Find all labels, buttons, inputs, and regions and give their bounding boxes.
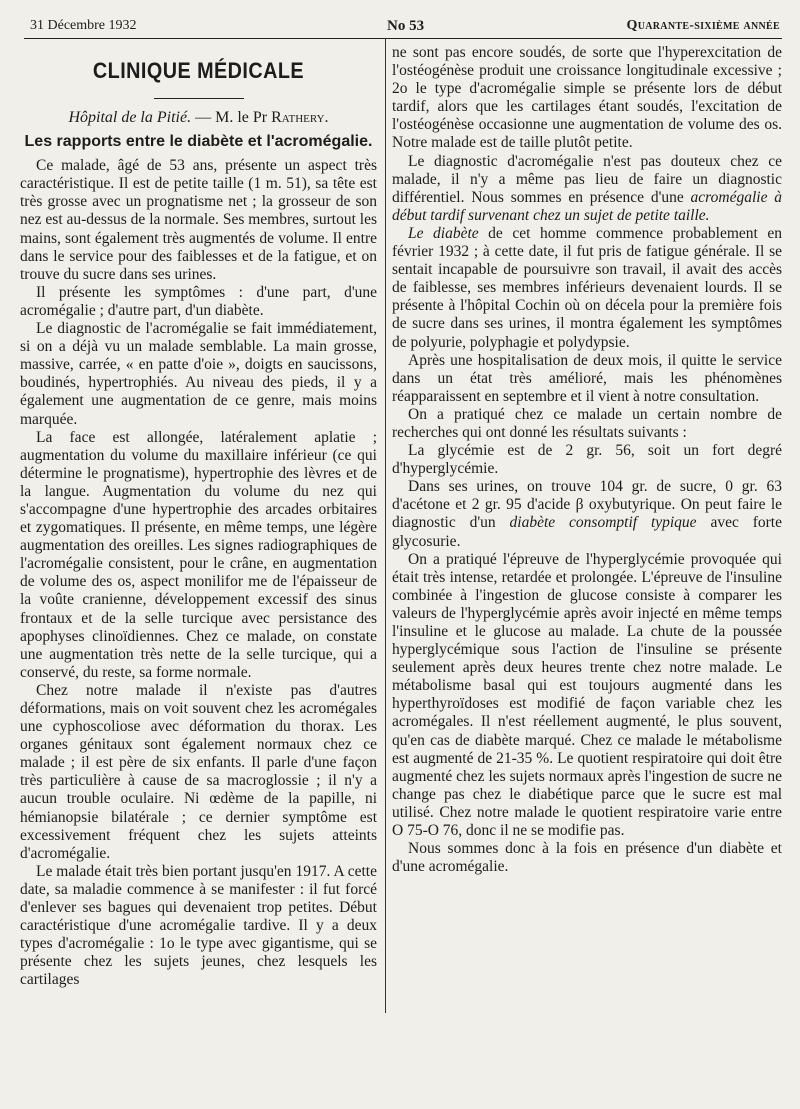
paragraph: On a pratiqué chez ce malade un certain nombre de recherches qui ont donné les résultats suivants :	[392, 405, 782, 441]
paragraph: Le malade était très bien portant jusqu'en 1917. A cette date, sa maladie commence à se manifester : il fut forcé d'enlever ses bagues qui devenaient trop petites. Début caractéristique d'une acromégalie tardive. Il y a deux types d'acromégalie : 1o le type avec gigantisme, qui se présente chez les sujets jeunes, chez lesquels les cartilages	[20, 862, 377, 989]
paragraph: Il présente les symptômes : d'une part, d'une acromégalie ; d'autre part, d'un diabète.	[20, 283, 377, 319]
paragraph: Après une hospitalisation de deux mois, il quitte le service dans un état très amélioré, mais les phénomènes réapparaissent en septembre et il vient à notre consultation.	[392, 351, 782, 405]
issue-number: No 53	[387, 18, 425, 34]
professor-title: Pr	[252, 109, 268, 126]
section-title: CLINIQUE MÉDICALE	[92, 58, 305, 83]
author-name: Rathery.	[271, 109, 329, 126]
paragraph	[392, 225, 782, 352]
paragraph: Nous sommes donc à la fois en présence d'un diabète et d'une acromégalie.	[392, 840, 782, 876]
running-header	[30, 18, 780, 38]
paragraph: ne sont pas encore soudés, de sorte que l'hyperexcitation de l'ostéogénèse produit une croissance longitudinale excessive ; 2o le type d'acromégalie simple se présente lors de début tardif, alors que les cartilages étant soudés, l'excitation de l'ostéogénèse occasionne une augmentation de volume des os. Notre malade est de taille plutôt petite.	[392, 44, 782, 152]
column-divider	[385, 38, 386, 1013]
issue-date: 31 Décembre 1932	[30, 18, 137, 33]
hospital-line	[20, 109, 377, 127]
text-run: Le diagnostic d'acromégalie n'est pas douteux chez ce malade, il n'y a même pas lieu de faire un diagnostic différentiel. Nous sommes en présence d'une	[392, 152, 782, 206]
paragraph: La glycémie est de 2 gr. 56, soit un fort degré d'hyperglycémie.	[392, 442, 782, 478]
hospital-name: Hôpital de la Pitié.	[68, 109, 192, 126]
paragraph: On a pratiqué l'épreuve de l'hyperglycémie provoquée qui était très intense, retardée et prolongée. L'épreuve de l'insuline combinée à l'ingestion de glucose consiste à comparer les valeurs de l'hyperglycémie après avoir injecté en même temps l'insuline et le glucose au malade. La chute de la poussée hyperglycémique sous l'action de l'insuline se présente seulement après deux heures trente chez notre malade. Le métabolisme basal qui est toujours augmenté dans les hyperthyroïdoses est modifié de façon variable chez les acromégales. Il n'est réellement augmenté, le plus souvent, qu'en cas de diabète marqué. Chez ce malade le métabolisme est augmenté de 21-35 %. Le quotient respiratoire qui doit être augmenté chez les sujets normaux après l'ingestion de sucre ne change pas chez le diabétique parce que le sucre est mal utilisé. Chez notre malade le quotient respiratoire varie entre O 75-O 76, donc il ne se modifie pas.	[392, 550, 782, 840]
header-rule	[24, 38, 782, 39]
paragraph: Le diagnostic de l'acromégalie se fait immédiatement, si on a déjà vu un malade semblable. La main grosse, massive, carrée, « en patte d'oie », doigts en saucissons, boudinés, hypertrophiés. Au niveau des pieds, il y a également une augmentation de ce genre, mais moins marquée.	[20, 320, 377, 428]
right-column	[392, 44, 782, 876]
paragraph: Ce malade, âgé de 53 ans, présente un aspect très caractéristique. Il est de petite taille (1 m. 51), sa tête est très grosse avec un prognatisme net ; la grosseur de son nez est au-dessus de la normale. Ses membres, surtout les mains, sont également très augmentés de volume. Il entre dans le service pour des faiblesses et de la fatigue, et on trouve du sucre dans ses urines.	[20, 157, 377, 283]
text-run: Dans ses urines, on trouve 104 gr. de sucre, 0 gr. 63 d'acétone et 2 gr. 95 d'acide β oxybutyrique. On peut faire le diagnostic d'un	[392, 478, 782, 532]
emphasis: Le diabète	[408, 224, 479, 242]
paragraph: La face est allongée, latéralement aplatie ; augmentation du volume du maxillaire inférieur (ce qui détermine le prognatisme), hypertrophie des lèvres et de la langue. Augmentation du volume du nez qui s'accompagne d'une hypertrophie des arcades orbitaires et zygomatiques. Il présente, en même temps, une légère augmentation des oreilles. Les signes radiographiques de l'acromégalie consistent, pour le crâne, en augmentation de volume des os, aspect monilifor me de l'épaisseur de la voûte cranienne, développement excessif des sinus frontaux et de la selle turcique avec persistance des apophyses clinoïdiennes. Chez ce malade, on constate une augmentation très nette de la selle turcique, qui a conservé, du reste, sa forme normale.	[20, 428, 377, 681]
paragraph	[392, 478, 782, 550]
left-column	[20, 44, 377, 990]
paragraph	[392, 153, 782, 225]
emphasis: acromégalie à début tardif survenant chez un sujet de petite taille.	[392, 188, 782, 224]
article-title: Les rapports entre le diabète et l'acromégalie.	[24, 133, 373, 151]
title-rule	[154, 98, 244, 99]
emphasis: diabète consomptif typique	[509, 514, 697, 532]
text-run: avec forte glycosurie.	[392, 514, 782, 550]
hospital-dash: — M. le	[191, 109, 253, 126]
text-run: de cet homme commence probablement en février 1932 ; à cette date, il fut pris de fatigue générale. Il se sentait incapable de poursuivre son travail, il avait des accès de faiblesse, ses membres inférieurs devenaient lourds. Il se présente à l'hôpital Cochin où on décela pour la première fois de sucre dans ses urines, il montra également les symptômes de polyurie, polyphagie et polydypsie.	[392, 224, 782, 351]
volume-year: Quarante-sixième année	[626, 18, 780, 33]
paragraph: Chez notre malade il n'existe pas d'autres déformations, mais on voit souvent chez les acromégales une cyphoscoliose avec déformation du thorax. Les organes génitaux sont également normaux chez ce malade ; il est père de six enfants. Il parle d'une façon très particulière à cause de sa macroglossie ; il n'y a aucun trouble oculaire. Ni œdème de la papille, ni hémianopsie bilatérale ; ce dernier symptôme est excessivement fréquent chez les sujets atteints d'acromégalie.	[20, 681, 377, 862]
